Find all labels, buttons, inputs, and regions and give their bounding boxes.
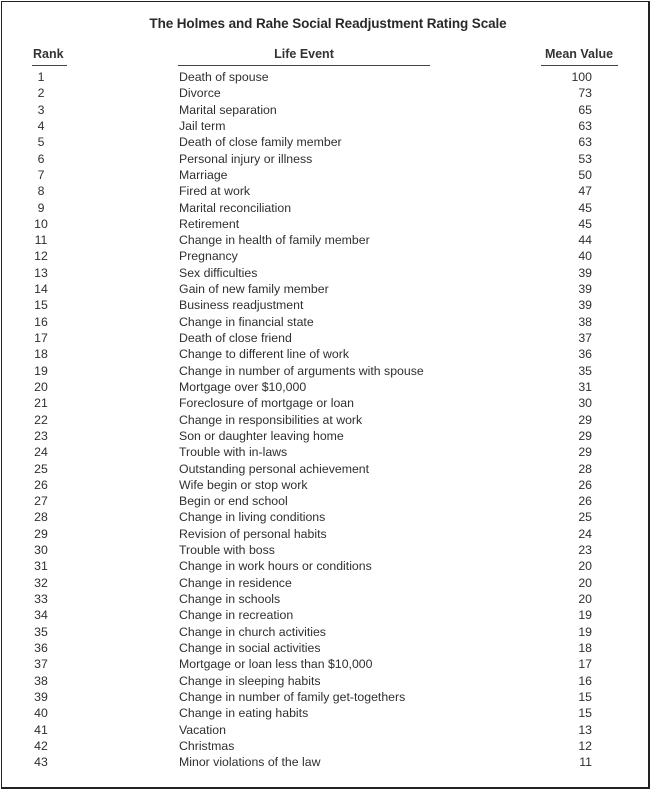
mean-value-cell: 20 (578, 559, 592, 574)
rank-cell: 8 (37, 184, 45, 199)
rank-cell: 12 (34, 249, 48, 264)
rank-cell: 2 (37, 86, 45, 101)
mean-value-cell: 24 (578, 526, 592, 541)
rank-cell: 5 (37, 135, 45, 150)
mean-value-cell: 29 (578, 412, 592, 427)
rank-cell: 18 (34, 347, 48, 362)
mean-value-cell: 45 (578, 216, 592, 231)
rank-cell: 36 (34, 640, 48, 655)
mean-value-cell: 45 (578, 200, 592, 215)
table-row (0, 754, 656, 770)
header-underline-mean-value (541, 65, 618, 66)
rank-cell: 31 (34, 559, 48, 574)
life-event-cell: Vacation (179, 722, 226, 737)
table-row (0, 624, 656, 640)
mean-value-cell: 47 (578, 184, 592, 199)
mean-value-cell: 39 (578, 265, 592, 280)
table-row (0, 85, 656, 101)
rank-cell: 28 (34, 510, 48, 525)
table-row (0, 591, 656, 607)
mean-value-cell: 17 (578, 657, 592, 672)
mean-value-cell: 12 (578, 738, 592, 753)
mean-value-cell: 73 (578, 86, 592, 101)
table-row (0, 575, 656, 591)
mean-value-cell: 39 (578, 282, 592, 297)
table-row (0, 379, 656, 395)
table-row (0, 297, 656, 313)
table-row (0, 526, 656, 542)
mean-value-cell: 20 (578, 575, 592, 590)
mean-value-cell: 29 (578, 445, 592, 460)
mean-value-cell: 19 (578, 608, 592, 623)
mean-value-cell: 11 (579, 755, 592, 770)
life-event-cell: Change in number of arguments with spouse (179, 363, 424, 378)
rank-cell: 30 (34, 543, 48, 558)
mean-value-cell: 30 (578, 396, 592, 411)
table-row (0, 118, 656, 134)
life-event-cell: Change in health of family member (179, 233, 370, 248)
rank-cell: 4 (37, 118, 45, 133)
table-row (0, 265, 656, 281)
life-event-cell: Begin or end school (179, 494, 288, 509)
table-row (0, 363, 656, 379)
life-event-cell: Revision of personal habits (179, 526, 327, 541)
mean-value-cell: 15 (578, 706, 592, 721)
mean-value-cell: 28 (578, 461, 592, 476)
rank-cell: 38 (34, 673, 48, 688)
table-row (0, 248, 656, 264)
table-row (0, 412, 656, 428)
life-event-cell: Mortgage or loan less than $10,000 (179, 657, 373, 672)
table-row (0, 607, 656, 623)
table-row (0, 509, 656, 525)
life-event-cell: Death of close family member (179, 135, 342, 150)
rank-cell: 41 (34, 722, 48, 737)
life-event-cell: Trouble with in-laws (179, 445, 288, 460)
table-row (0, 689, 656, 705)
rank-cell: 34 (34, 608, 48, 623)
life-event-cell: Change in number of family get-togethers (179, 689, 406, 704)
life-event-cell: Jail term (179, 118, 226, 133)
mean-value-cell: 26 (578, 494, 592, 509)
life-event-cell: Change in eating habits (179, 706, 309, 721)
rank-cell: 3 (37, 102, 45, 117)
table-row (0, 493, 656, 509)
rank-cell: 24 (34, 445, 48, 460)
rank-cell: 7 (37, 167, 45, 182)
rank-cell: 23 (34, 428, 48, 443)
life-event-cell: Gain of new family member (179, 282, 329, 297)
table-row (0, 461, 656, 477)
table-row (0, 722, 656, 738)
table-row (0, 542, 656, 558)
life-event-cell: Marital separation (179, 102, 277, 117)
rank-cell: 9 (37, 200, 45, 215)
rank-cell: 39 (34, 689, 48, 704)
life-event-cell: Change in church activities (179, 624, 326, 639)
life-event-cell: Sex difficulties (179, 265, 258, 280)
mean-value-cell: 53 (578, 151, 592, 166)
mean-value-cell: 18 (578, 640, 592, 655)
life-event-cell: Wife begin or stop work (179, 477, 308, 492)
table-row (0, 151, 656, 167)
life-event-cell: Marital reconciliation (179, 200, 292, 215)
mean-value-cell: 100 (571, 70, 592, 84)
rank-cell: 40 (34, 706, 48, 721)
rank-cell: 43 (34, 755, 48, 770)
life-event-cell: Change in social activities (179, 640, 321, 655)
life-event-cell: Divorce (179, 86, 221, 101)
rank-cell: 13 (34, 265, 48, 280)
mean-value-cell: 25 (578, 510, 592, 525)
life-event-cell: Change in sleeping habits (179, 673, 321, 688)
life-event-cell: Pregnancy (179, 249, 238, 264)
life-event-cell: Marriage (179, 167, 228, 182)
mean-value-cell: 36 (578, 347, 592, 362)
rank-cell: 20 (34, 379, 48, 394)
mean-value-cell: 65 (578, 102, 592, 117)
rank-cell: 11 (34, 233, 48, 248)
table-row (0, 102, 656, 118)
table-row (0, 167, 656, 183)
table-row (0, 558, 656, 574)
life-event-cell: Christmas (179, 738, 235, 753)
table-row (0, 395, 656, 411)
mean-value-cell: 35 (578, 363, 592, 378)
rank-cell: 42 (34, 738, 48, 753)
page-title: The Holmes and Rahe Social Readjustment Rating Scale (149, 16, 507, 31)
life-event-cell: Death of spouse (179, 70, 269, 84)
table-row (0, 183, 656, 199)
mean-value-cell: 31 (578, 379, 592, 394)
mean-value-cell: 38 (578, 314, 592, 329)
rank-cell: 6 (37, 151, 45, 166)
table-row (0, 428, 656, 444)
life-event-cell: Minor violations of the law (179, 755, 321, 770)
rank-cell: 25 (34, 461, 48, 476)
mean-value-cell: 37 (578, 331, 592, 345)
mean-value-cell: 50 (578, 167, 592, 182)
rank-cell: 37 (34, 657, 48, 672)
rank-cell: 19 (34, 363, 48, 378)
life-event-cell: Change in financial state (179, 314, 314, 329)
table-row (0, 200, 656, 216)
table-row (0, 134, 656, 150)
rank-cell: 32 (34, 575, 48, 590)
table-row (0, 216, 656, 232)
life-event-cell: Change to different line of work (179, 347, 349, 362)
life-event-cell: Change in residence (179, 575, 292, 590)
table-row (0, 314, 656, 330)
mean-value-cell: 29 (578, 428, 592, 443)
mean-value-cell: 44 (578, 233, 592, 248)
rank-cell: 15 (34, 298, 48, 313)
table-row (0, 69, 656, 85)
column-header-life-event: Life Event (274, 47, 334, 61)
header-underline-life-event (178, 65, 430, 66)
life-event-cell: Personal injury or illness (179, 151, 313, 166)
life-event-cell: Fired at work (179, 184, 251, 199)
rank-cell: 27 (34, 494, 48, 509)
rank-cell: 33 (34, 592, 48, 606)
life-event-cell: Mortgage over $10,000 (179, 379, 307, 394)
mean-value-cell: 23 (578, 543, 592, 558)
table-row (0, 444, 656, 460)
life-event-cell: Business readjustment (179, 298, 304, 313)
rank-cell: 17 (34, 331, 48, 345)
table-row (0, 346, 656, 362)
mean-value-cell: 63 (578, 118, 592, 133)
column-header-rank: Rank (33, 47, 64, 61)
mean-value-cell: 40 (578, 249, 592, 264)
mean-value-cell: 20 (578, 592, 592, 606)
rating-scale-table (0, 69, 656, 770)
table-row (0, 738, 656, 754)
rank-cell: 29 (34, 526, 48, 541)
column-header-mean-value: Mean Value (544, 47, 614, 61)
rank-cell: 26 (34, 477, 48, 492)
table-row (0, 330, 656, 346)
mean-value-cell: 39 (578, 298, 592, 313)
life-event-cell: Death of close friend (179, 331, 292, 345)
rank-cell: 35 (34, 624, 48, 639)
life-event-cell: Change in schools (179, 592, 281, 606)
rank-cell: 1 (37, 70, 45, 84)
rank-cell: 21 (34, 396, 48, 411)
table-row (0, 640, 656, 656)
rank-cell: 14 (34, 282, 48, 297)
mean-value-cell: 63 (578, 135, 592, 150)
mean-value-cell: 26 (578, 477, 592, 492)
life-event-cell: Change in work hours or conditions (179, 559, 372, 574)
header-underline-rank (32, 65, 67, 66)
life-event-cell: Foreclosure of mortgage or loan (179, 396, 354, 411)
table-row (0, 673, 656, 689)
mean-value-cell: 19 (578, 624, 592, 639)
table-row (0, 232, 656, 248)
life-event-cell: Change in responsibilities at work (179, 412, 363, 427)
table-row (0, 477, 656, 493)
life-event-cell: Outstanding personal achievement (179, 461, 370, 476)
mean-value-cell: 15 (578, 689, 592, 704)
rank-cell: 10 (34, 216, 48, 231)
life-event-cell: Change in recreation (179, 608, 294, 623)
rank-cell: 22 (34, 412, 48, 427)
mean-value-cell: 13 (578, 722, 592, 737)
life-event-cell: Change in living conditions (179, 510, 326, 525)
life-event-cell: Trouble with boss (179, 543, 275, 558)
mean-value-cell: 16 (578, 673, 592, 688)
table-row (0, 281, 656, 297)
table-row (0, 705, 656, 721)
life-event-cell: Son or daughter leaving home (179, 428, 344, 443)
table-row (0, 656, 656, 672)
rank-cell: 16 (34, 314, 48, 329)
life-event-cell: Retirement (179, 216, 240, 231)
